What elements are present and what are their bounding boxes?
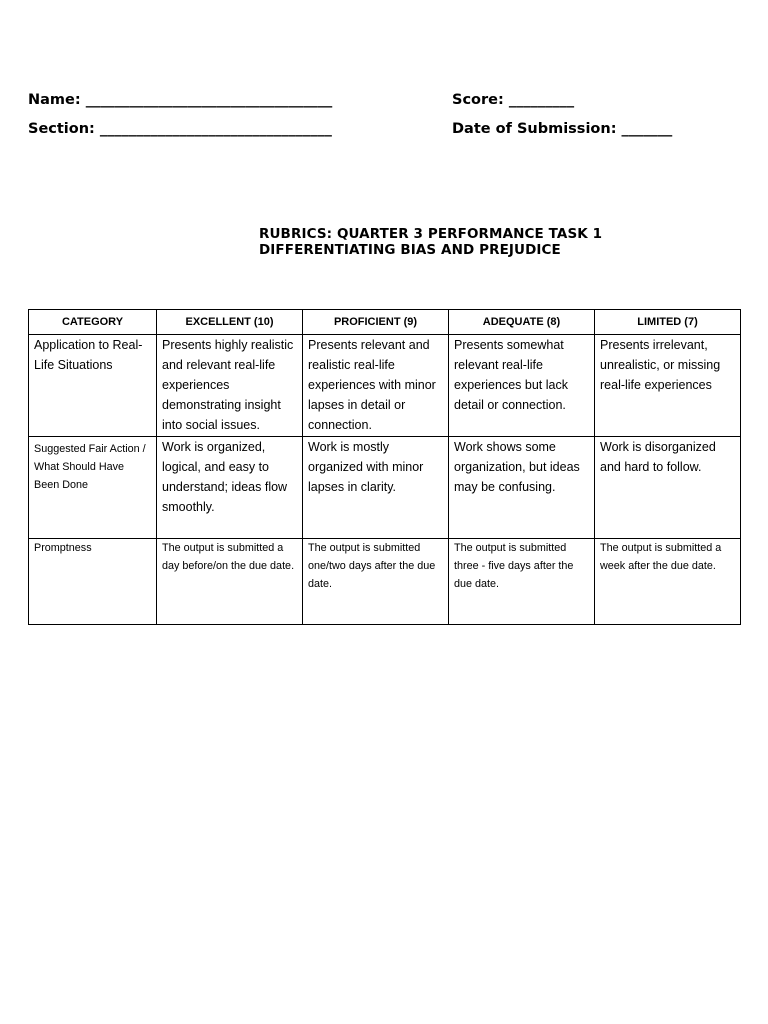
- table-row: [29, 539, 741, 625]
- category-cell: Application to Real-Life Situations: [29, 335, 157, 437]
- excellent-cell: The output is submitted a day before/on the due date.: [157, 539, 303, 625]
- limited-cell: Work is disorganized and hard to follow.: [595, 437, 741, 539]
- header-excellent: EXCELLENT (10): [157, 310, 303, 335]
- proficient-cell: Presents relevant and realistic real-life experiences with minor lapses in detail or connection.: [303, 335, 449, 437]
- category-cell: Suggested Fair Action / What Should Have Been Done: [29, 437, 157, 539]
- adequate-cell: Work shows some organization, but ideas may be confusing.: [449, 437, 595, 539]
- header-adequate: ADEQUATE (8): [449, 310, 595, 335]
- score-field[interactable]: Score: _________: [452, 92, 575, 108]
- adequate-cell: The output is submitted three - five days after the due date.: [449, 539, 595, 625]
- document-title: [259, 226, 602, 258]
- proficient-cell: Work is mostly organized with minor lapses in clarity.: [303, 437, 449, 539]
- excellent-cell: Presents highly realistic and relevant real-life experiences demonstrating insight into social issues.: [157, 335, 303, 437]
- proficient-cell: The output is submitted one/two days after the due date.: [303, 539, 449, 625]
- name-field[interactable]: Name: __________________________________: [28, 92, 333, 108]
- title-line-2: DIFFERENTIATING BIAS AND PREJUDICE: [259, 242, 561, 258]
- title-line-1: RUBRICS: QUARTER 3 PERFORMANCE TASK 1: [259, 226, 603, 242]
- excellent-cell: Work is organized, logical, and easy to understand; ideas flow smoothly.: [157, 437, 303, 539]
- header-limited: LIMITED (7): [595, 310, 741, 335]
- header-proficient: PROFICIENT (9): [303, 310, 449, 335]
- rubric-table: [28, 309, 741, 625]
- header-category: CATEGORY: [29, 310, 157, 335]
- limited-cell: The output is submitted a week after the due date.: [595, 539, 741, 625]
- category-cell: Promptness: [29, 539, 157, 625]
- limited-cell: Presents irrelevant, unrealistic, or missing real-life experiences: [595, 335, 741, 437]
- table-row: [29, 437, 741, 539]
- table-row: [29, 335, 741, 437]
- table-header-row: [29, 310, 741, 335]
- adequate-cell: Presents somewhat relevant real-life experiences but lack detail or connection.: [449, 335, 595, 437]
- section-field[interactable]: Section: ________________________________: [28, 121, 332, 137]
- date-of-submission-field[interactable]: Date of Submission: _______: [452, 121, 673, 137]
